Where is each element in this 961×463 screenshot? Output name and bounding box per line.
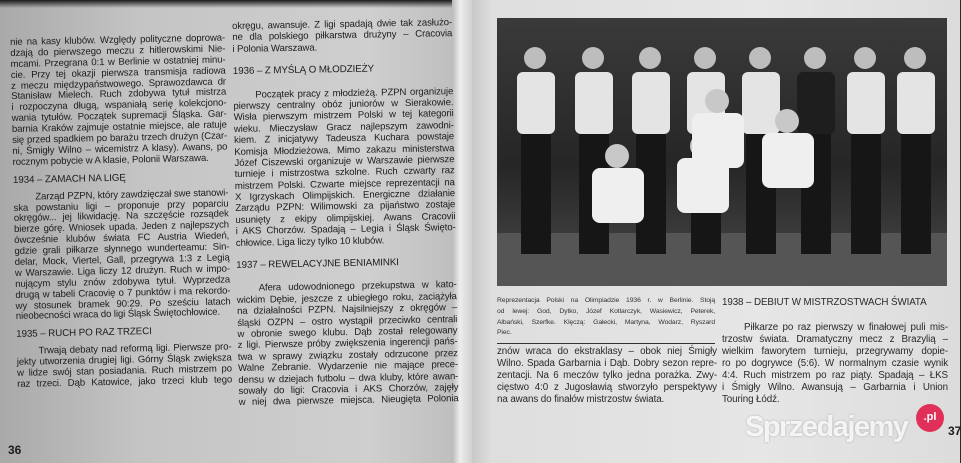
text-line: w niej dwa pierwsze miejsca. Nieugięta Polonia	[238, 393, 459, 409]
text-line: wy stosunek bramek 90:29. Po sześciu latach	[15, 296, 231, 312]
text-line: Początek pracy z młodzieżą. PZPN organizuje	[255, 85, 454, 101]
text-line: z meczu międzypaństwowego. Sprawozdawca dr	[10, 76, 227, 92]
text-line: kiem. Z inicjatywy Tadeusza Kuchara powstaje	[233, 131, 455, 147]
player-figure	[851, 134, 881, 254]
text-line: od lewej: God, Dytko, Józef Kotlarczyk, Wasiewicz, Peterek,	[497, 307, 715, 315]
player-figure	[521, 134, 551, 254]
paragraph	[237, 280, 459, 409]
watermark-badge: .pl	[916, 404, 944, 432]
player-figure	[632, 72, 670, 134]
text-line: śląski OZPN – ostro wystąpił przeciwko centrali	[237, 313, 458, 329]
team-photo	[497, 18, 947, 286]
text-line: zentacji. Na 6 meczów tylko jedna porażka. Zwy-	[497, 370, 717, 381]
paragraph	[233, 86, 456, 249]
player-figure	[582, 47, 604, 69]
player-figure	[692, 113, 744, 168]
text-line: Afera udowodnionego przekupstwa w kato-	[258, 279, 457, 295]
text-line: jekty utworzenia drugiej ligi. Górny Śląsk zwiększa	[16, 352, 232, 369]
photo-caption	[497, 296, 715, 339]
text-line: Stanisław Mielech. Ruch zdobywa tytuł mistrza	[11, 86, 227, 103]
text-line: ówcześnie klubów świata FC Austria Wiedeń,	[14, 230, 230, 247]
text-line: rocznym pobycie w A klasie, Polonii Warszawa.	[12, 152, 209, 168]
section-heading: 1937 – REWELACYJNE BENIAMINKI	[236, 257, 399, 272]
paragraph	[10, 33, 228, 168]
player-figure	[847, 72, 885, 134]
text-line: na działalności PZPN. Najsilniejszy z okręgów –	[236, 302, 458, 318]
player-figure	[897, 72, 935, 134]
text-line: w lidze swój stan posiadania. Ruch mistrzem po	[16, 363, 233, 380]
player-figure	[524, 47, 546, 69]
text-line: bierze górę. Wniosek upada. Jeden z najlepszych	[13, 219, 230, 236]
paragraph	[497, 296, 715, 339]
player-figure	[639, 47, 661, 69]
text-line: i Polonia Warszawa.	[232, 42, 318, 55]
text-line: i Śmigły Wilno. Awansują – Garbarnia i Union	[722, 382, 948, 393]
text-line: okręgu, awansuje. Z ligi spadają dwie tak zasłużo-	[232, 17, 453, 32]
text-line: ro po dogrywce (5:6). W normalnym czasie wynik	[722, 358, 948, 369]
paragraph	[13, 188, 231, 323]
text-line: barnia Kraków zajmuje ostatnie miejsce, ale ratuje	[11, 119, 227, 136]
text-line: Piec.	[497, 329, 512, 337]
text-line: z ligi. Pierwsze próby zwiększenia ingerencji pańs-	[237, 336, 458, 352]
text-line: sowały do ligi: Cracovia i AKS Chorzów, zajęły	[238, 382, 459, 397]
text-line: dzają do pierwszego meczu z hitlerowskimi Nie-	[10, 43, 226, 59]
player-figure	[517, 72, 555, 134]
right-page-column-1	[497, 346, 717, 406]
section-heading: 1938 – DEBIUT W MISTRZOSTWACH ŚWIATA	[722, 297, 927, 308]
text-line: cięstwo 4:0 z Jugosławią stworzyło perspektywy	[497, 382, 717, 393]
player-figure	[854, 47, 876, 69]
text-line: znów wraca do ekstraklasy – obok niej Śmigły	[497, 346, 717, 357]
text-line: się przed spadkiem po barażu trzech drużyn (Czar-	[12, 130, 228, 146]
text-line: twa w sprawy związku zostały odrzucone przez	[237, 347, 458, 363]
text-line: cie. Przy tej okazji pierwsza transmisja radiowa	[10, 65, 226, 81]
text-line: wania tytułów. Początek supremacji Śląska. Gar-	[11, 108, 227, 125]
text-line: gdzie grali piłkarze słynnego wunderteamu: Sin-	[14, 241, 230, 258]
text-line: Touring Łódź.	[722, 394, 780, 405]
text-line: ni, Śmigły Wilno – wicemistrz A klasy). Awans, po	[12, 141, 228, 157]
watermark-text: Sprzedajemy	[745, 411, 908, 443]
player-figure	[904, 47, 926, 69]
player-figure	[742, 72, 780, 134]
text-line: Zarządu PZPN: Wilimowski za pijaństwo zostaje	[235, 199, 456, 215]
text-line: w Warszawie. Liga liczy 12 drużyn. Ruch w impo-	[14, 263, 230, 279]
section-heading: 1936 – Z MYŚLĄ O MŁODZIEŻY	[232, 63, 375, 78]
text-line: wielkim faworytem turnieju, przegrywamy dopie-	[722, 346, 948, 357]
player-figure	[901, 134, 931, 254]
text-line: wickim Dębie, jeszcze z ubiegłego roku, zaciążyła	[236, 290, 457, 306]
text-line: Reprezentacja Polski na Olimpiadzie 1936 r. w Berlinie. Stoją	[497, 297, 715, 304]
paragraph	[16, 343, 232, 391]
player-figure	[694, 47, 716, 69]
text-line: Trwają debaty nad reformą ligi. Pierwsze pro-	[38, 341, 232, 357]
text-line: Zarząd PZPN, który zawdzięczał swe stanowi-	[35, 187, 229, 203]
section-heading: 1934 – ZAMACH NA LIGĘ	[12, 172, 126, 186]
text-line: nieobecności wraca do ligi Śląsk Świętochłowice.	[15, 307, 221, 323]
text-line: 4:4. Ruch mistrzem po raz piąty. Spadają – ŁKS	[722, 370, 948, 381]
paragraph	[722, 322, 948, 406]
page-number-right: 37	[948, 424, 961, 438]
text-line: mcami. Przegrana 0:1 w Berlinie w ostatniej minu-	[10, 54, 226, 70]
text-line: Komisja Młodzieżowa. Mimo zakazu ministerstwa	[234, 142, 455, 158]
text-line: X Igrzyskach Olimpijskich. Energiczne działanie	[234, 188, 456, 204]
text-line: densu w dziejach futbolu – dwa kluby, które awan-	[238, 370, 459, 386]
text-line: trzostw świata. Dramatyczny mecz z Brazylią –	[722, 334, 948, 345]
left-page-column-2	[232, 17, 459, 409]
text-line: drugą w tabeli Cracovię o 7 punktów i ma rekordo-	[15, 285, 231, 301]
text-line: i rozpoczyna długą, wspaniałą serię kolekcjono-	[11, 97, 227, 114]
text-line: delar, Mock, Viertel, Gall, przegrywa 1:3 z Legią	[14, 252, 230, 268]
text-line: Piłkarze po raz pierwszy w finałowej puli mis-	[744, 322, 948, 333]
player-figure	[804, 47, 826, 69]
text-line: wieku. Mieczysław Gracz najlepszym zawodni-	[233, 119, 454, 135]
text-line: chłowice. Liga liczy tylko 10 klubów.	[235, 235, 385, 249]
page-shadow	[0, 0, 460, 8]
text-line: Walne Zebranie. Wydarzenie nie mające prece-	[237, 359, 459, 375]
paragraph	[497, 346, 717, 406]
text-line: nie na kasy klubów. Względy polityczne doprowa-	[9, 32, 226, 48]
text-line: okręgów... jej likwidację. Na szczęście rozsądek	[13, 208, 229, 225]
caption-divider	[497, 343, 715, 344]
text-line: Józef Ciszewski organizuje w Warszawie pierwsze	[234, 154, 455, 169]
player-figure	[705, 89, 729, 113]
player-figure	[775, 109, 799, 133]
section-heading: 1935 – RUCH PO RAZ TRZECI	[16, 326, 152, 341]
player-figure	[762, 133, 814, 188]
player-figure	[605, 144, 629, 168]
text-line: mistrzem Polski. Czwarte miejsce reprezentacji na	[234, 176, 455, 192]
left-page-column-1	[10, 33, 232, 390]
text-line: w obronie swego klubu. Dąb został relegowany	[237, 325, 458, 340]
right-page-column-2	[722, 297, 948, 406]
text-line: nującym stylu znów zdobywa tytuł. Wyprzedza	[15, 274, 231, 290]
text-line: ska powstaniu ligi – proponuje przy poparciu	[13, 198, 229, 214]
text-line: ne dla polskiego piłkarstwa drużyny – Cracovia	[232, 28, 453, 44]
text-line: na awans do finałów mistrzostw świata.	[497, 394, 665, 405]
text-line: i AKS Chorzów. Spadają – Legia i Śląsk Święto-	[235, 222, 456, 238]
text-line: Albański, Szerfke. Klęczą: Gałecki, Martyna, Wodarz, Ryszard	[497, 318, 715, 326]
page-number-left: 36	[8, 443, 22, 457]
paragraph	[232, 17, 453, 55]
player-figure	[592, 168, 644, 223]
text-line: pierwszy centralny obóz juniorów w Sierakowie.	[233, 97, 454, 112]
text-line: usunięty z ekipy olimpijskiej. Awans Cracovii	[235, 211, 456, 226]
text-line: raz trzeci. Dąb Katowice, jako trzeci klub tego	[17, 374, 233, 390]
text-line: Wilno. Spada Garbarnia i Dąb. Dobry sezon repre-	[497, 358, 717, 369]
text-line: turnieje i mistrzostwa szkolne. Ruch czwarty raz	[234, 165, 455, 181]
text-line: Wisła pierwszym mistrzem Polski w tej kategorii	[233, 108, 454, 124]
player-figure	[575, 72, 613, 134]
player-figure	[749, 47, 771, 69]
player-figure	[797, 72, 835, 134]
